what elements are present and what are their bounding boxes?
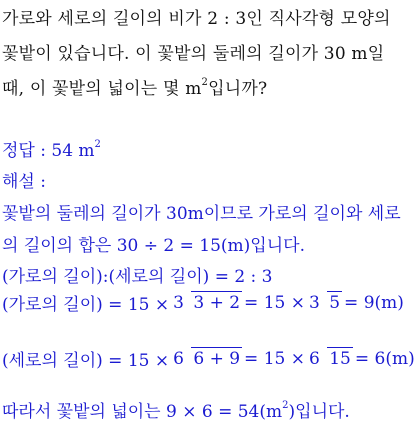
answer-line bbox=[2, 136, 101, 161]
width-calculation bbox=[2, 290, 404, 315]
height-calc-lhs: (세로의 길이) = 15 × bbox=[2, 351, 170, 371]
height-calculation bbox=[2, 346, 415, 371]
height-fraction-2 bbox=[307, 349, 353, 369]
question-line-2: 꽃밭이 있습니다. 이 꽃밭의 둘레의 길이가 30 m일 bbox=[2, 44, 385, 64]
width-calc-mid: = 15 × bbox=[244, 292, 305, 313]
question-line-3-text: 때, 이 꽃밭의 넓이는 몇 m bbox=[2, 79, 202, 99]
question-line-3 bbox=[2, 72, 398, 107]
question-text bbox=[2, 2, 398, 107]
width-calc-lhs: (가로의 길이) = 15 × bbox=[2, 295, 170, 315]
width-fraction-1-denominator: 3 + 2 bbox=[193, 292, 241, 313]
height-calc-mid: = 15 × bbox=[244, 348, 305, 369]
width-fraction-1-numerator: 3 bbox=[173, 292, 184, 313]
answer-unit-exponent: 2 bbox=[94, 139, 101, 151]
width-fraction-1 bbox=[171, 293, 242, 313]
height-fraction-1-numerator: 6 bbox=[173, 348, 184, 369]
width-fraction-2-denominator: 5 bbox=[329, 292, 341, 313]
width-calc-rhs: = 9(m) bbox=[344, 292, 404, 313]
answer-text: 정답 : 54 m bbox=[2, 141, 95, 161]
height-fraction-2-denominator: 15 bbox=[329, 348, 351, 369]
final-text-end: )입니다. bbox=[288, 402, 350, 422]
final-line bbox=[2, 397, 350, 422]
final-unit-exponent: 2 bbox=[282, 400, 289, 412]
height-calc-rhs: = 6(m) bbox=[354, 348, 415, 369]
explanation-line-2: 의 길이의 합은 30 ÷ 2 = 15(m)입니다. bbox=[2, 236, 305, 256]
ratio-line: (가로의 길이):(세로의 길이) = 2 : 3 bbox=[2, 267, 273, 287]
question-line-1: 가로와 세로의 길이의 비가 2 : 3인 직사각형 모양의 bbox=[2, 9, 391, 29]
height-fraction-1 bbox=[171, 349, 242, 369]
width-fraction-2 bbox=[307, 293, 342, 313]
final-text: 따라서 꽃밭의 넓이는 9 × 6 = 54(m bbox=[2, 402, 283, 422]
explanation-label: 해설 : bbox=[2, 172, 46, 192]
question-line-3-end: 입니까? bbox=[208, 79, 268, 99]
question-unit-exponent: 2 bbox=[201, 77, 209, 89]
height-fraction-2-numerator: 6 bbox=[308, 348, 320, 369]
explanation-line-1: 꽃밭의 둘레의 길이가 30m이므로 가로의 길이와 세로 bbox=[2, 204, 401, 224]
width-fraction-2-numerator: 3 bbox=[308, 292, 320, 313]
height-fraction-1-denominator: 6 + 9 bbox=[193, 348, 241, 369]
